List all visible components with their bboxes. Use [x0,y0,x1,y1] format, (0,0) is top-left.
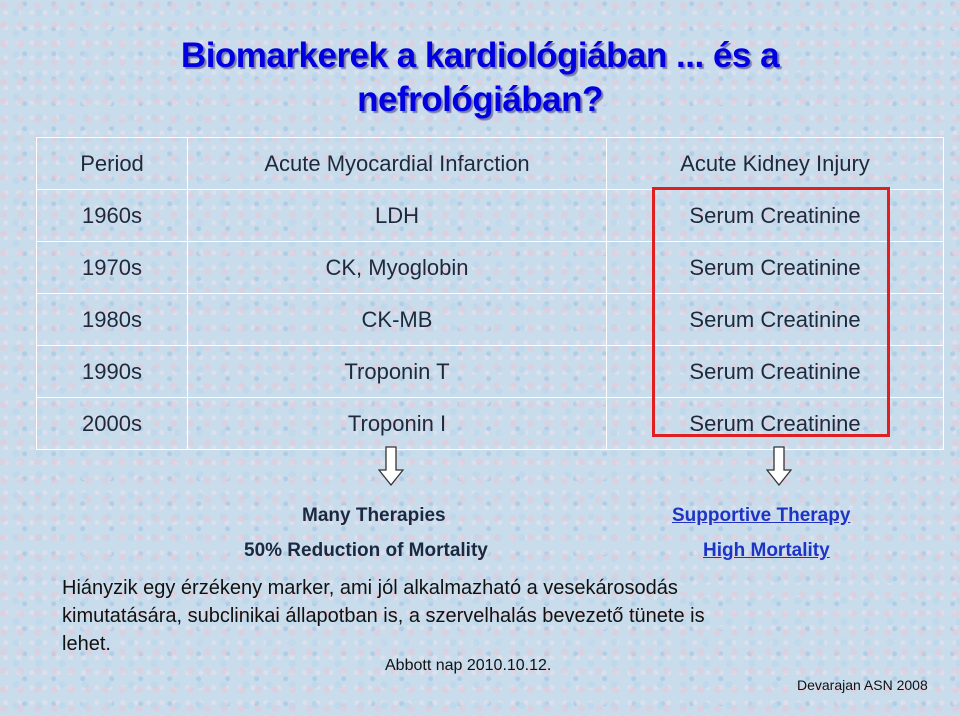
cell-ami: Troponin T [188,346,607,398]
header-ami: Acute Myocardial Infarction [188,138,607,190]
footer-source: Devarajan ASN 2008 [797,677,928,693]
cell-period: 1970s [37,242,188,294]
down-arrow-icon [378,446,404,486]
cell-aki: Serum Creatinine [607,242,944,294]
down-arrow-icon [766,446,792,486]
cell-period: 2000s [37,398,188,450]
cell-aki: Serum Creatinine [607,398,944,450]
footer-event: Abbott nap 2010.10.12. [385,657,552,674]
cell-aki: Serum Creatinine [607,294,944,346]
cell-period: 1960s [37,190,188,242]
cell-ami: Troponin I [188,398,607,450]
aki-outcome-therapy: Supportive Therapy [672,505,851,526]
table-header-row [37,138,944,190]
aki-outcome-mortality: High Mortality [703,540,830,561]
cell-period: 1980s [37,294,188,346]
header-aki: Acute Kidney Injury [607,138,944,190]
conclusion-line-3: lehet. [62,633,111,655]
cell-ami: CK-MB [188,294,607,346]
title-line-2: nefrológiában? [357,80,603,119]
aki-highlight-box [652,187,890,437]
conclusion-text [62,574,922,658]
cell-ami: CK, Myoglobin [188,242,607,294]
conclusion-line-2: kimutatására, subclinikai állapotban is, a szervelhalás bevezető tünete is [62,605,705,627]
ami-outcome-therapies: Many Therapies [302,505,446,526]
cell-aki: Serum Creatinine [607,346,944,398]
slide-title [0,34,960,122]
cell-aki: Serum Creatinine [607,190,944,242]
ami-outcome-mortality: 50% Reduction of Mortality [244,540,488,561]
header-period: Period [37,138,188,190]
cell-period: 1990s [37,346,188,398]
conclusion-line-1: Hiányzik egy érzékeny marker, ami jól alkalmazható a vesekárosodás [62,577,678,599]
cell-ami: LDH [188,190,607,242]
title-line-1: Biomarkerek a kardiológiában ... és a [180,36,780,75]
